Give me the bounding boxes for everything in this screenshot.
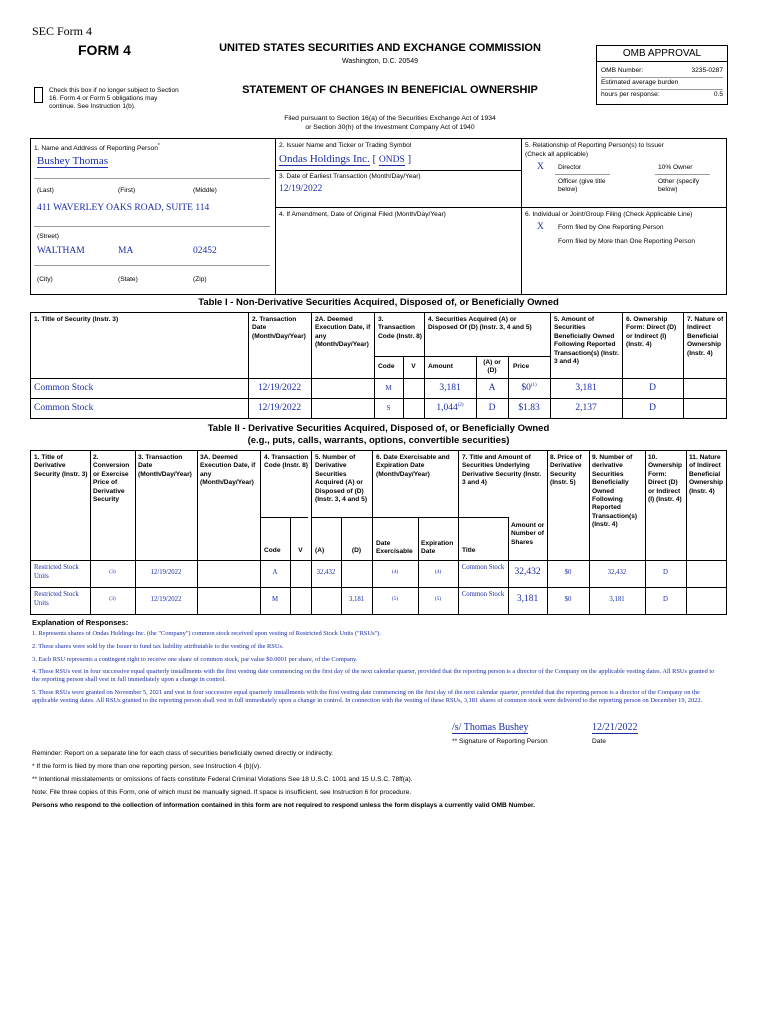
t2-r1-exercisable: (4) bbox=[391, 569, 399, 575]
t2-r2-utitle: Common Stock bbox=[461, 591, 505, 598]
ten-percent-owner-label: 10% Owner bbox=[658, 164, 693, 171]
t1-r2-title: Common Stock bbox=[34, 403, 94, 413]
t2-r1-a: 32,432 bbox=[316, 569, 336, 576]
one-person-check[interactable]: X bbox=[537, 222, 544, 232]
director-check[interactable]: X bbox=[537, 162, 544, 172]
city: WALTHAM bbox=[37, 246, 85, 256]
t1-r1-amount: 3,181 bbox=[439, 383, 461, 394]
t1-r2-form: D bbox=[649, 403, 656, 413]
t2-r2-expiration: (5) bbox=[434, 596, 442, 602]
omb-box bbox=[596, 45, 728, 105]
explanation-heading: Explanation of Responses: bbox=[32, 618, 129, 627]
location: Washington, D.C. 20549 bbox=[341, 58, 418, 65]
t2-h2: 2. Conversion or Exercise Price of Derivative Security bbox=[93, 454, 130, 504]
signature-label: ** Signature of Reporting Person bbox=[452, 738, 548, 745]
t1-r2-price: $1.83 bbox=[518, 403, 540, 414]
filed-pursuant-2: or Section 30(h) of the Investment Company Act of 1940 bbox=[305, 124, 475, 131]
table2-title-1: Table II - Derivative Securities Acquired, Disposed of, or Beneficially Owned bbox=[207, 423, 550, 434]
earliest-date: 12/19/2022 bbox=[279, 184, 323, 194]
t2-h9: 9. Number of derivative Securities Beneficially Owned Following Reported Transaction(s) (Instr. 4) bbox=[592, 454, 638, 529]
t2-r1-utitle: Common Stock bbox=[461, 564, 505, 571]
t2-r2-form: D bbox=[663, 596, 668, 603]
t2-h1: 1. Title of Derivative Security (Instr. 3) bbox=[34, 454, 88, 478]
reminder-4: Note: File three copies of this Form, one of which must be manually signed. If space is insufficient, see Instruction 6 for procedure. bbox=[32, 789, 412, 796]
t1-h2: 2. Transaction Date (Month/Day/Year) bbox=[252, 316, 306, 340]
t2-h4: 4. Transaction Code (Instr. 8) bbox=[264, 454, 309, 470]
commission-title: UNITED STATES SECURITIES AND EXCHANGE COMMISSION bbox=[219, 42, 541, 54]
t1-price: Price bbox=[513, 363, 530, 370]
t1-r1-form: D bbox=[649, 383, 656, 393]
middle-label: (Middle) bbox=[193, 187, 217, 194]
signature-date: 12/21/2022 bbox=[592, 722, 638, 733]
omb-title: OMB APPROVAL bbox=[597, 46, 727, 62]
t2-d: (D) bbox=[351, 547, 362, 554]
t2-h10: 10. Ownership Form: Direct (D) or Indirect (I) (Instr. 4) bbox=[648, 454, 683, 504]
t2-r2-price: $0 bbox=[564, 596, 572, 603]
zip-label: (Zip) bbox=[193, 276, 207, 283]
footnote-3: 3. Each RSU represents a contingent right to receive one share of common stock, par value $0.0001 per share, of the Company. bbox=[32, 656, 358, 663]
t2-r2-owned: 3,181 bbox=[609, 596, 625, 603]
t2-r2-uamount: 3,181 bbox=[516, 594, 539, 604]
t2-r1-date: 12/19/2022 bbox=[150, 569, 182, 576]
t2-h5: 5. Number of Derivative Securities Acquired (A) or Disposed of (D) (Instr. 3, 4 and 5) bbox=[315, 454, 368, 504]
reminder-3: ** Intentional misstatements or omissions of facts constitute Federal Criminal Violations See 18 U.S.C. 1001 and 15 U.S.C. 78ff(a). bbox=[32, 776, 413, 783]
table1-title: Table I - Non-Derivative Securities Acquired, Disposed of, or Beneficially Owned bbox=[198, 297, 559, 308]
t2-h8: 8. Price of Derivative Security (Instr. 5) bbox=[550, 454, 582, 487]
street-address: 411 WAVERLEY OAKS ROAD, SUITE 114 bbox=[37, 203, 210, 213]
t2-r2-d: 3,181 bbox=[348, 596, 365, 603]
officer-label: Officer (give title below) bbox=[558, 178, 606, 194]
t1-r1-price: $0$^{(1)}$ bbox=[521, 383, 537, 394]
table2-title bbox=[30, 423, 727, 447]
t1-r1-owned: 3,181 bbox=[575, 383, 597, 393]
t2-r1-expiration: (4) bbox=[434, 569, 442, 575]
other-label: Other (specify below) bbox=[658, 178, 700, 194]
issuer-name-ticker: Ondas Holdings Inc. [ ONDS ] bbox=[279, 153, 412, 165]
t2-r1-uamount: 32,432 bbox=[514, 567, 541, 577]
t1-r1-title: Common Stock bbox=[34, 383, 94, 393]
issuer-ticker[interactable]: ONDS bbox=[378, 155, 405, 165]
t2-h3a: 3A. Deemed Execution Date, if any (Month/Day/Year) bbox=[200, 454, 256, 487]
earliest-date-label: 3. Date of Earliest Transaction (Month/Day/Year) bbox=[279, 173, 421, 180]
t1-v: V bbox=[411, 363, 416, 370]
omb-notice: Persons who respond to the collection of information contained in this form are not required to respond unless the form displays a currently valid OMB Number. bbox=[32, 802, 536, 809]
footnote-1: 1. Represents shares of Ondas Holdings Inc. (the "Company") common stock received upon vesting of Restricted Stock Units ("RSUs"). bbox=[32, 630, 381, 637]
t1-r1-ad: A bbox=[488, 383, 496, 393]
footnote-2: 2. These shares were sold by the Issuer to fund tax liability attributable to the vesting of the RSUs. bbox=[32, 643, 284, 650]
t1-h4: 4. Securities Acquired (A) or Disposed Of (D) (Instr. 3, 4 and 5) bbox=[428, 316, 532, 332]
t2-r1-price: $0 bbox=[564, 569, 572, 576]
t2-r2-conv: (3) bbox=[109, 596, 116, 602]
footnote-5: 5. These RSUs were granted on November 5, 2021 and vest in four successive equal quarterly installments with the first vesting date commencing on the first day of the next calendar quarter, provided that the reporting person is a director of the Company on the applicable vesting dates. All RSUs granted to the reporting person shall vest in full immediately upon a change in control. In connection with the vesting of these RSUs, 3,181 shares of common stock were delivered to the reporting person on December 19, 2022. bbox=[32, 689, 703, 705]
omb-number: 3235-0287 bbox=[691, 67, 723, 74]
date-label: Date bbox=[592, 738, 606, 745]
t2-v: V bbox=[298, 547, 303, 554]
t2-r1-owned: 32,432 bbox=[607, 569, 627, 576]
t1-r2-owned: 2,137 bbox=[575, 403, 597, 413]
t1-h6: 6. Ownership Form: Direct (D) or Indirect (I) (Instr. 4) bbox=[626, 316, 677, 349]
first-label: (First) bbox=[118, 187, 136, 194]
state-label: (State) bbox=[118, 276, 138, 283]
t2-r2-date: 12/19/2022 bbox=[150, 596, 182, 603]
t1-r2-amount: 1,044$^{(2)}$ bbox=[436, 403, 464, 414]
footnote-4: 4. These RSUs vest in four successive equal quarterly installments with the first vesting date commencing on the first day of the next calendar quarter, provided that the reporting person is a director of the Company on the applicable vesting dates. All RSUs granted to the reporting person shall vest in full immediately upon a change in control. bbox=[32, 668, 715, 684]
t1-r1-code: M bbox=[385, 385, 392, 392]
t2-r1-title: Restricted Stock Units bbox=[34, 564, 79, 580]
t1-h5: 5. Amount of Securities Beneficially Owned Following Reported Transaction(s) (Instr. 3 and 4) bbox=[554, 316, 619, 366]
more-person-label: Form filed by More than One Reporting Person bbox=[558, 238, 696, 245]
t2-r2-exercisable: (5) bbox=[391, 596, 399, 602]
t1-r2-date: 12/19/2022 bbox=[257, 403, 302, 413]
omb-burden-label: Estimated average burden bbox=[601, 79, 679, 86]
t2-h7: 7. Title and Amount of Securities Underlying Derivative Security (Instr. 3 and 4) bbox=[462, 454, 542, 487]
omb-hours: 0.5 bbox=[713, 91, 723, 98]
checkbox-text: Check this box if no longer subject to Section 16. Form 4 or Form 5 obligations may continue. See Instruction 1(b). bbox=[49, 87, 179, 110]
signature: /s/ Thomas Bushey bbox=[452, 722, 529, 733]
director-label: Director bbox=[558, 164, 582, 171]
t1-a-or-d: (A) or (D) bbox=[483, 359, 501, 375]
section16-checkbox[interactable] bbox=[34, 87, 43, 103]
filing-label: 6. Individual or Joint/Group Filing (Check Applicable Line) bbox=[525, 211, 693, 218]
t1-r2-ad: D bbox=[488, 403, 496, 413]
table2-title-2: (e.g., puts, calls, warrants, options, convertible securities) bbox=[247, 435, 510, 446]
t1-amount: Amount bbox=[428, 363, 453, 370]
omb-number-label: OMB Number: bbox=[601, 67, 644, 74]
reporting-person-label: 1. Name and Address of Reporting Person* bbox=[34, 143, 160, 153]
state: MA bbox=[118, 246, 134, 256]
filed-pursuant-1: Filed pursuant to Section 16(a) of the Securities Exchange Act of 1934 bbox=[284, 115, 496, 122]
t2-r2-code: M bbox=[271, 596, 279, 603]
reporting-person-name[interactable]: Bushey Thomas bbox=[37, 155, 108, 167]
street-label: (Street) bbox=[37, 233, 59, 240]
amendment-label: 4. If Amendment, Date of Original Filed (Month/Day/Year) bbox=[279, 211, 446, 218]
omb-hours-label: hours per response: bbox=[601, 91, 660, 98]
page-header: SEC Form 4 bbox=[32, 24, 93, 38]
t2-r1-form: D bbox=[663, 569, 668, 576]
last-label: (Last) bbox=[37, 187, 54, 194]
t2-r2-title: Restricted Stock Units bbox=[34, 591, 79, 607]
one-person-label: Form filed by One Reporting Person bbox=[558, 224, 664, 231]
form-title: FORM 4 bbox=[78, 42, 131, 58]
statement-title: STATEMENT OF CHANGES IN BENEFICIAL OWNERSHIP bbox=[242, 84, 538, 96]
filed-pursuant bbox=[180, 114, 600, 132]
city-label: (City) bbox=[37, 276, 53, 283]
relationship-label: 5. Relationship of Reporting Person(s) to Issuer bbox=[525, 142, 664, 149]
t1-h2a: 2A. Deemed Execution Date, if any (Month/Day/Year) bbox=[315, 316, 371, 349]
t2-h3: 3. Transaction Date (Month/Day/Year) bbox=[138, 454, 192, 478]
t1-r2-code: S bbox=[386, 405, 391, 412]
t2-date-ex: Date Exercisable bbox=[376, 540, 413, 556]
issuer-label: 2. Issuer Name and Ticker or Trading Symbol bbox=[279, 142, 412, 149]
t2-title: Title bbox=[462, 547, 476, 554]
t2-exp: Expiration Date bbox=[421, 540, 454, 556]
t2-code: Code bbox=[264, 547, 281, 554]
t1-h1: 1. Title of Security (Instr. 3) bbox=[34, 316, 119, 323]
t1-code: Code bbox=[378, 363, 395, 370]
issuer-name[interactable]: Ondas Holdings Inc. bbox=[279, 153, 370, 165]
reminder-2: * If the form is filed by more than one reporting person, see Instruction 4 (b)(v). bbox=[32, 763, 262, 770]
t1-h3: 3. Transaction Code (Instr. 8) bbox=[378, 316, 422, 340]
relationship-sublabel: (Check all applicable) bbox=[525, 151, 589, 158]
t1-h7: 7. Nature of Indirect Beneficial Ownership (Instr. 4) bbox=[687, 316, 724, 357]
t2-r1-conv: (3) bbox=[109, 569, 116, 575]
t2-amount: Amount or Number of Shares bbox=[511, 522, 545, 546]
reminder-1: Reminder: Report on a separate line for each class of securities beneficially owned directly or indirectly. bbox=[32, 750, 334, 757]
t2-a: (A) bbox=[315, 547, 325, 554]
zip: 02452 bbox=[193, 246, 217, 256]
t2-r1-code: A bbox=[272, 569, 278, 576]
t2-h6: 6. Date Exercisable and Expiration Date (Month/Day/Year) bbox=[376, 454, 450, 478]
t2-h11: 11. Nature of Indirect Beneficial Ownership (Instr. 4) bbox=[689, 454, 724, 495]
t1-r1-date: 12/19/2022 bbox=[257, 383, 302, 393]
